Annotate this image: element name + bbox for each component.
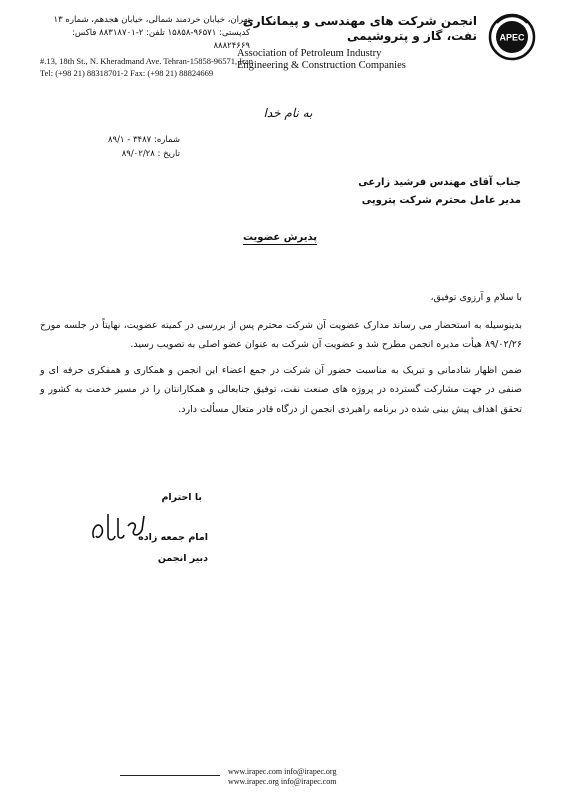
- org-name-fa-line: انجمن شرکت های مهندسی و پیمانکاری: [242, 14, 477, 28]
- footer-contacts: [228, 767, 378, 787]
- body-paragraph: ضمن اظهار شادمانی و تبریک به مناسبت حضور آن شرکت در جمع اعضاء این انجمن و همکاری و همفکری حرفه ای و صنفی در جهت مشارکت گسترده در پروژه های صنعت نفت، توفیق جنابعالی و همکارانتان را در مسیر خدمت به کشور و تحقق اهداف پیش بینی شده در برنامه راهبردی انجمن از درگاه قادر متعال مسألت دارد.: [40, 364, 522, 415]
- reference-block: [80, 133, 180, 161]
- footer-line[interactable]: www.irapec.com info@irapec.org: [228, 767, 337, 776]
- letter-subject: [200, 232, 360, 243]
- org-name-en-line: Engineering & Construction Companies: [237, 60, 406, 71]
- recipient-name: جناب آقای مهندس فرشید زارعی: [358, 177, 521, 188]
- footer-line[interactable]: www.irapec.org info@irapec.com: [228, 777, 337, 786]
- greeting: با سلام و آرزوی توفیق،: [430, 292, 522, 303]
- subject-text: پذیرش عضویت: [242, 232, 318, 243]
- logo-text: APEC: [499, 32, 525, 43]
- recipient-block: [221, 174, 521, 210]
- closing-regards: با احترام: [161, 492, 202, 503]
- body-paragraph: بدینوسیله به استحضار می رساند مدارک عضویت آن شرکت محترم پس از بررسی در کمیته عضویت، نهایتاً در جلسه مورخ ۸۹/۰۲/۲۶ هیأت مدیره انجمن مطرح شد و عضویت آن شرکت به عنوان عضو اصلی به تصویب رسید.: [40, 319, 522, 350]
- letter-body: [40, 288, 522, 425]
- signer-title: دبیر انجمن: [157, 553, 208, 564]
- address-fa-line: تهران، خیابان خردمند شمالی، خیابان هجدهم، شماره ۱۳: [53, 15, 250, 25]
- address-en-line: #.13, 18th St., N. Kheradmand Ave. Tehran-15858-96571, Iran: [40, 56, 253, 66]
- letter-date: تاریخ : ۸۹/۰۲/۲۸: [121, 149, 180, 159]
- org-name-en-line: Association of Petroleum Industry: [237, 48, 382, 59]
- address-fa: [40, 14, 250, 53]
- basmala: [258, 98, 318, 126]
- apec-logo: [487, 12, 537, 62]
- footer-divider: [120, 775, 220, 776]
- letter-number: شماره: ۳۴۸۷ - ۸۹/۱: [107, 135, 180, 145]
- address-fa-line: کدپستی: ۹۶۵۷۱-۱۵۸۵۸ تلفن: ۲-۸۸۳۱۸۷۰۱ فاکس: ۸۸۸۲۴۶۶۹: [72, 28, 250, 51]
- address-en: [40, 55, 270, 79]
- org-name-fa-line: نفت، گاز و پتروشیمی: [346, 29, 477, 43]
- svg-text:به نام خدا: به نام خدا: [263, 106, 313, 120]
- org-name-en: [237, 48, 477, 72]
- org-name-fa: [217, 14, 477, 44]
- signer-name: امام جمعه زاده: [138, 532, 208, 543]
- address-en-line: Tel: (+98 21) 88318701-2 Fax: (+98 21) 88824669: [40, 68, 214, 78]
- recipient-title: مدیر عامل محترم شرکت پتروپی: [361, 195, 521, 206]
